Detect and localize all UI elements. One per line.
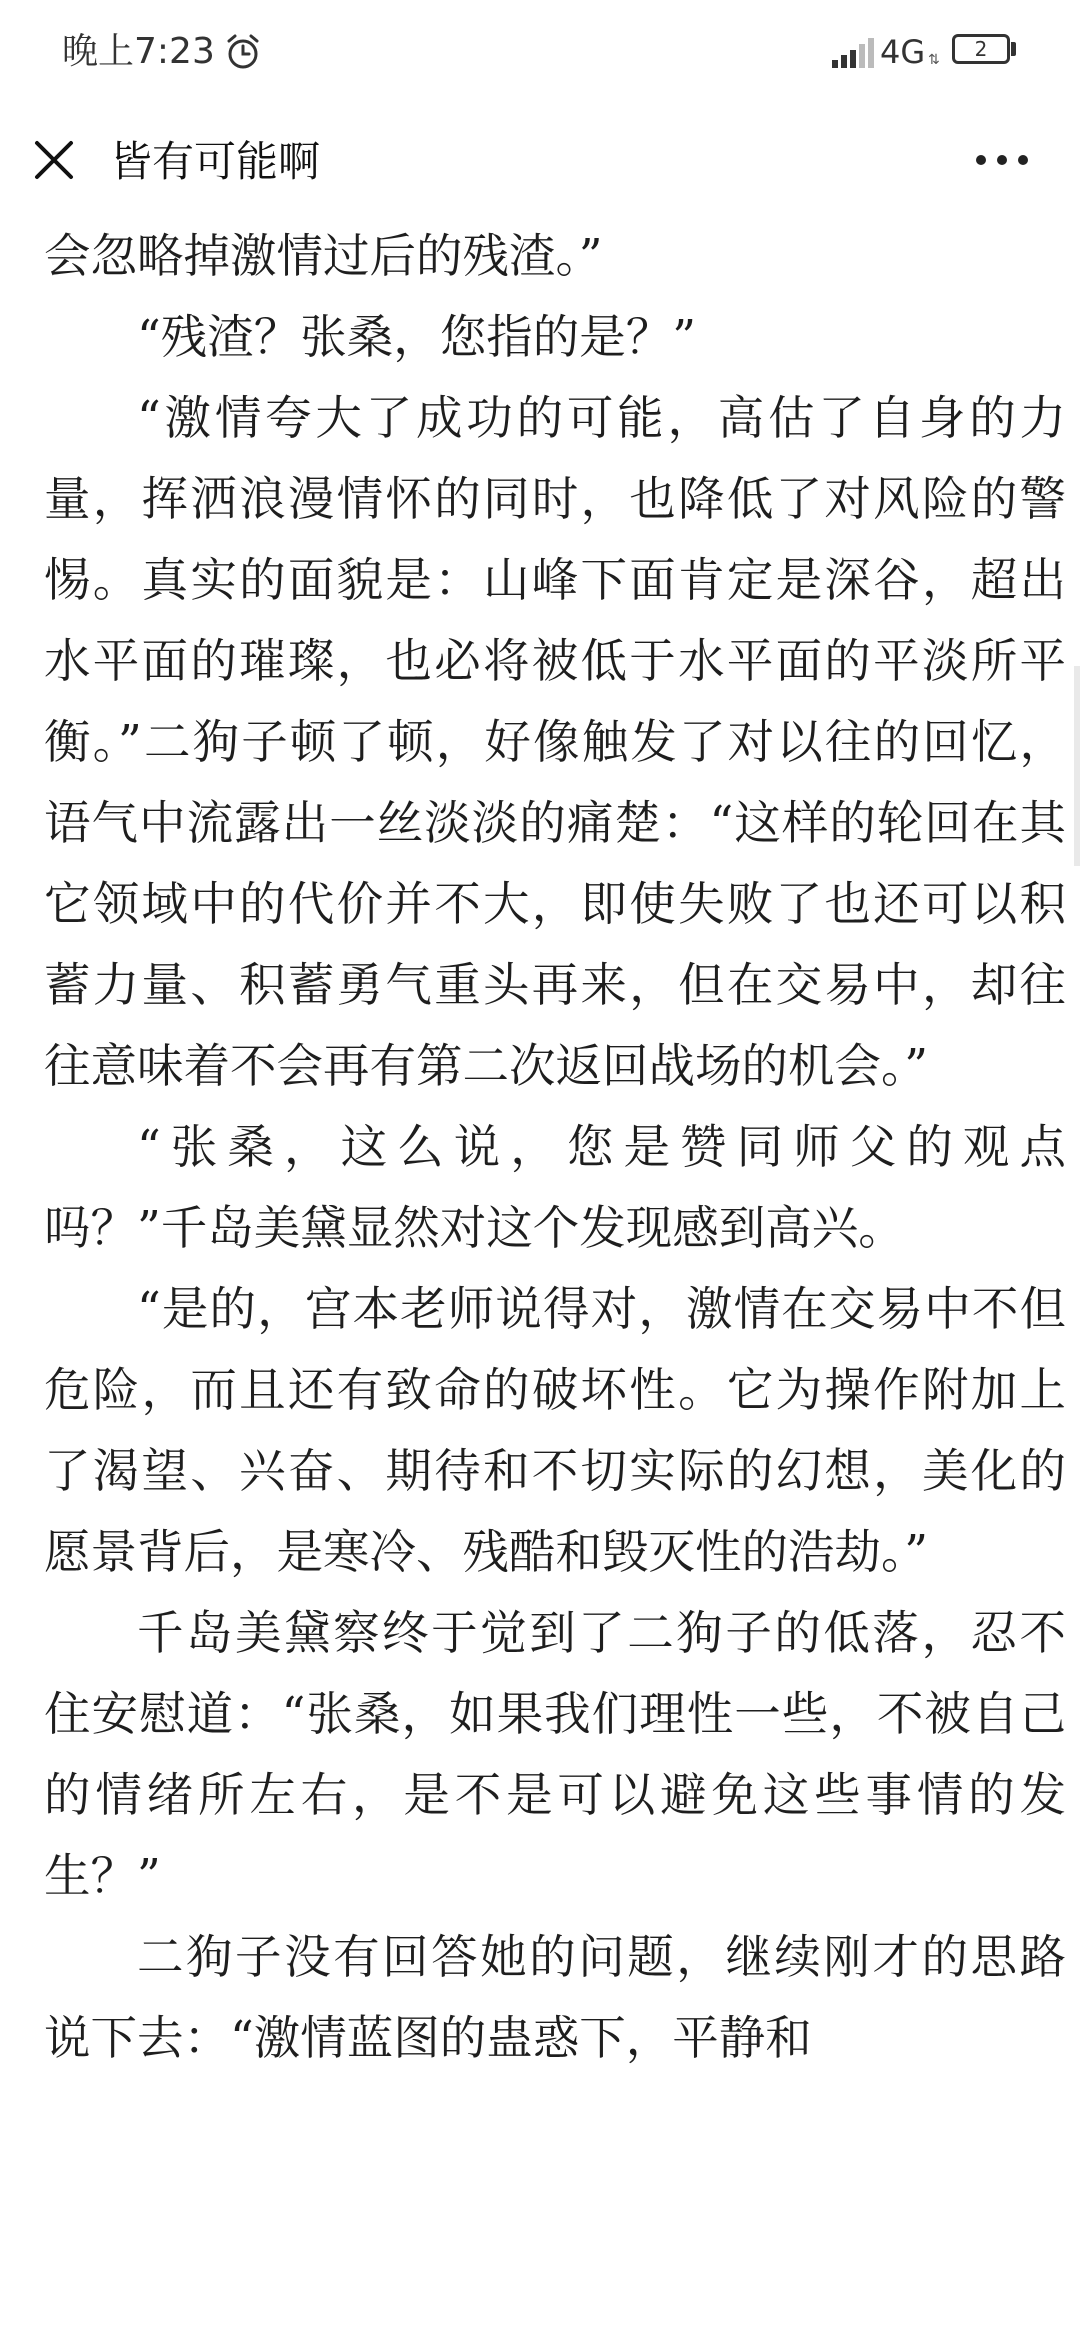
paragraph: 二狗子没有回答她的问题，继续刚才的思路说下去：“激情蓝图的蛊惑下，平静和: [44, 1930, 1066, 2065]
paragraph: 千岛美黛察终于觉到了二狗子的低落，忍不住安慰道：“张桑，如果我们理性一些，不被自己的情绪所左右，是不是可以避免这些事情的发生？”: [44, 1606, 1066, 1903]
battery-label: 2: [974, 37, 988, 61]
battery-icon: [952, 34, 1010, 64]
top-app-bar: [0, 104, 1080, 224]
scrollbar-thumb[interactable]: [1074, 666, 1080, 866]
status-bar: [0, 0, 1080, 104]
battery-tip: [1011, 42, 1016, 56]
status-time: 晚上7:23: [62, 31, 215, 72]
paragraph: “激情夸大了成功的可能，高估了自身的力量，挥洒浪漫情怀的同时，也降低了对风险的警惕。真实的面貌是：山峰下面肯定是深谷，超出水平面的璀璨，也必将被低于水平面的平淡所平衡。”二狗子顿了顿，好像触发了对以往的回忆，语气中流露出一丝淡淡的痛楚：“这样的轮回在其它领域中的代价并不大，即使失败了也还可以积蓄力量、积蓄勇气重头再来，但在交易中，却往往意味着不会再有第二次返回战场的机会。”: [44, 391, 1066, 1093]
article-text: [44, 216, 1066, 2079]
paragraph: “残渣？张桑，您指的是？”: [137, 310, 697, 364]
signal-strength-icon: [832, 38, 876, 68]
more-options-button[interactable]: [964, 128, 1040, 192]
network-type: 4G: [880, 33, 926, 71]
alarm-clock-icon: [224, 32, 262, 72]
paragraph: “是的，宫本老师说得对，激情在交易中不但危险，而且还有致命的破坏性。它为操作附加上了渴望、兴奋、期待和不切实际的幻想，美化的愿景背后，是寒冷、残酷和毁灭性的浩劫。”: [44, 1282, 1066, 1579]
page-title: 皆有可能啊: [110, 137, 321, 186]
more-horizontal-icon: [974, 153, 1030, 167]
paragraph: 会忽略掉激情过后的残渣。”: [44, 229, 603, 283]
article-content[interactable]: [0, 216, 1080, 2340]
close-button[interactable]: [22, 128, 86, 192]
data-activity-icon: ⇅: [928, 52, 940, 68]
close-icon: [34, 140, 74, 180]
paragraph: “张桑，这么说，您是赞同师父的观点吗？”千岛美黛显然对这个发现感到高兴。: [44, 1120, 1066, 1255]
